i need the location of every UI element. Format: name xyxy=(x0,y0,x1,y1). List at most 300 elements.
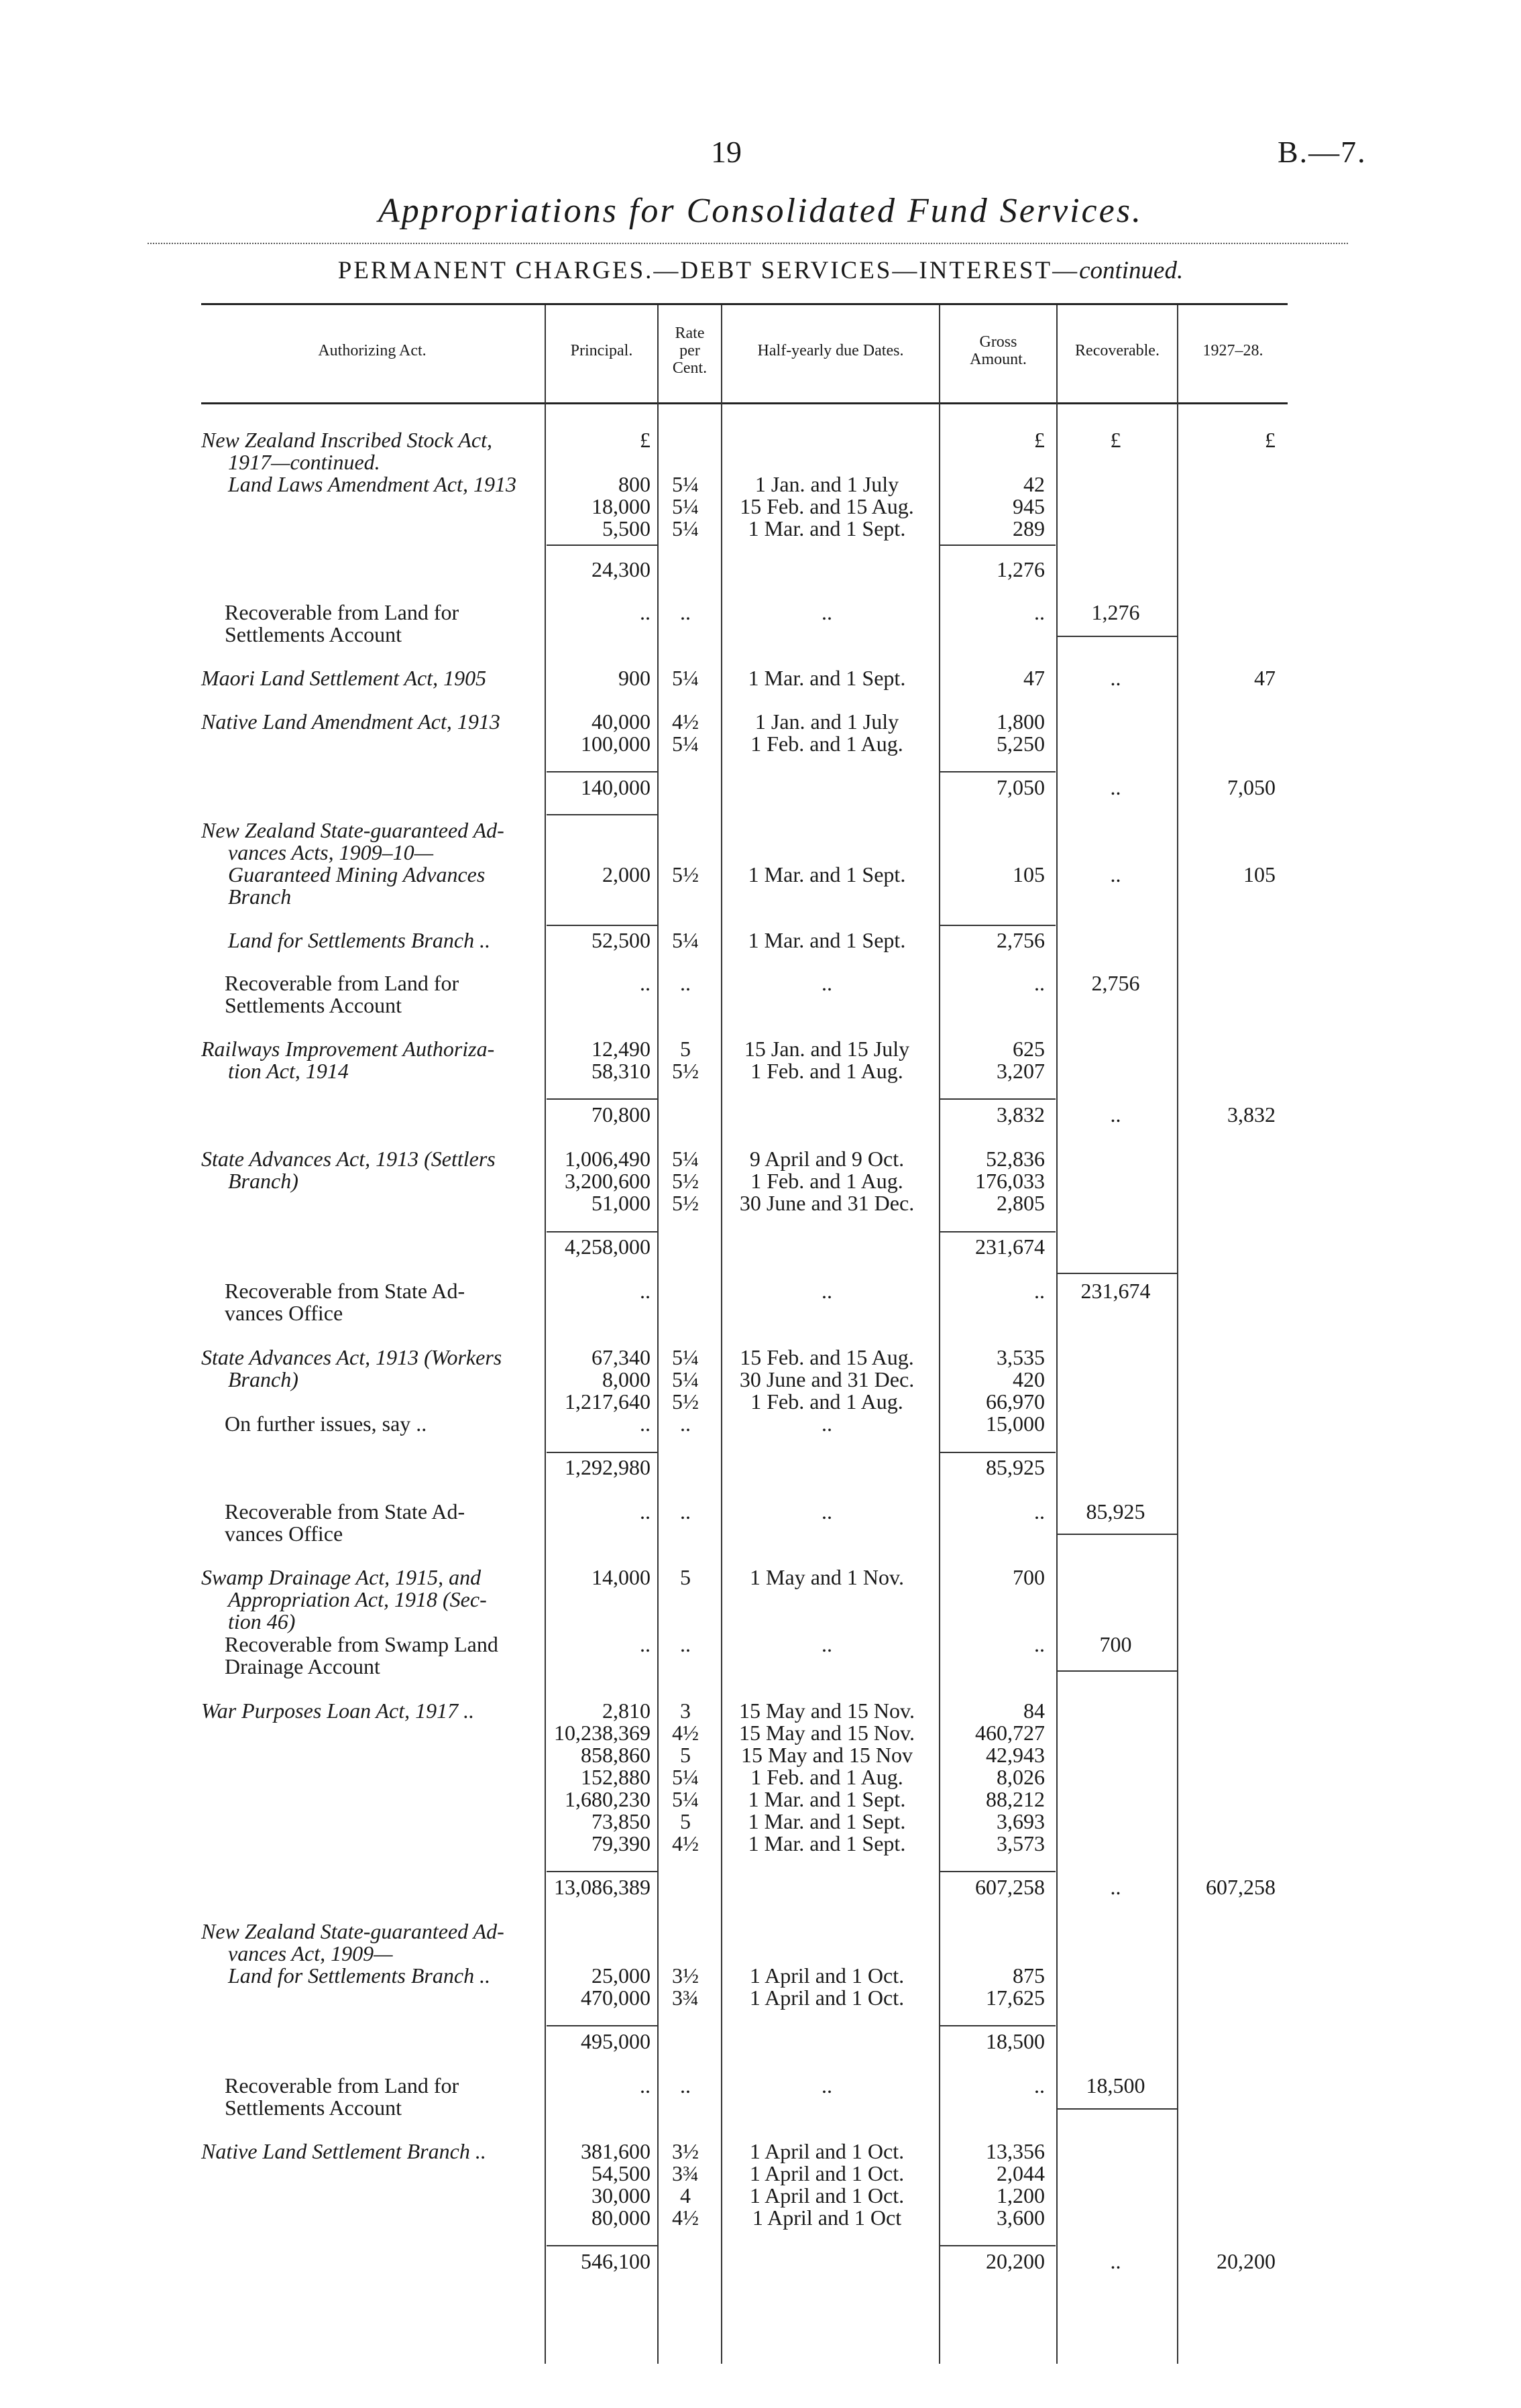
due-date-cell: .. xyxy=(822,600,832,624)
rate-cell: 5¼ xyxy=(672,516,699,540)
due-date-cell: 1 Mar. and 1 Sept. xyxy=(748,516,906,540)
act-cell: New Zealand State-guaranteed Ad- xyxy=(201,1919,504,1943)
gross-amount-cell: 420 xyxy=(1013,1367,1045,1391)
due-date-cell: 1 Mar. and 1 Sept. xyxy=(748,1809,906,1833)
principal-cell: 800 xyxy=(618,472,651,496)
table-row xyxy=(0,1833,1521,1855)
table-row xyxy=(0,473,1521,496)
table-row xyxy=(0,1236,1521,1258)
subtitle-continued: continued. xyxy=(1079,257,1184,284)
rate-cell: 3¾ xyxy=(672,1986,699,2010)
act-cell: Recoverable from State Ad- xyxy=(225,1499,465,1524)
rate-cell: 3½ xyxy=(672,2139,699,2163)
gross-amount-cell: 875 xyxy=(1013,1963,1045,1988)
principal-cell: 25,000 xyxy=(592,1963,651,1988)
year-amount-cell: 607,258 xyxy=(1206,1875,1276,1899)
table-row xyxy=(0,819,1521,842)
subtitle-main: PERMANENT CHARGES.—DEBT SERVICES—INTEREST— xyxy=(337,257,1080,284)
table-row xyxy=(0,1788,1521,1811)
due-date-cell: .. xyxy=(822,1499,832,1524)
principal-cell: 30,000 xyxy=(592,2183,651,2208)
act-cell: Recoverable from State Ad- xyxy=(225,1279,465,1303)
due-date-cell: 1 April and 1 Oct xyxy=(752,2205,902,2230)
due-date-cell: 1 Feb. and 1 Aug. xyxy=(750,732,903,756)
gross-amount-cell: £ xyxy=(1034,428,1045,452)
rate-cell: 5 xyxy=(680,1565,691,1589)
table-row xyxy=(0,1589,1521,1611)
table-row xyxy=(0,1744,1521,1766)
year-amount-cell: 3,832 xyxy=(1227,1102,1276,1127)
table-row xyxy=(0,1523,1521,1545)
header-bottom-rule xyxy=(201,402,1288,404)
gross-amount-cell: 66,970 xyxy=(986,1389,1045,1414)
gross-amount-cell: 2,756 xyxy=(997,928,1045,952)
act-cell: Recoverable from Land for xyxy=(225,2073,459,2098)
due-date-cell: 15 May and 15 Nov. xyxy=(739,1721,915,1745)
table-row xyxy=(0,1346,1521,1369)
principal-cell: .. xyxy=(640,2073,651,2098)
table-row xyxy=(0,1920,1521,1943)
due-date-cell: .. xyxy=(822,1632,832,1656)
subtotal-rule xyxy=(1058,1273,1177,1274)
rate-cell: 5¼ xyxy=(672,1147,699,1171)
principal-cell: 546,100 xyxy=(581,2249,651,2273)
act-cell: Appropriation Act, 1918 (Sec- xyxy=(228,1587,487,1611)
recoverable-cell: 700 xyxy=(1099,1632,1132,1656)
principal-cell: 2,000 xyxy=(602,862,651,886)
table-row xyxy=(0,1280,1521,1302)
table-row xyxy=(0,1965,1521,1987)
gross-amount-cell: 1,800 xyxy=(997,709,1045,734)
rate-cell: 5¼ xyxy=(672,666,699,690)
recoverable-cell: 231,674 xyxy=(1080,1279,1151,1303)
principal-cell: .. xyxy=(640,1632,651,1656)
subtotal-rule xyxy=(547,1871,657,1872)
table-row xyxy=(0,1104,1521,1126)
table-top-rule xyxy=(201,303,1288,305)
due-date-cell: 1 April and 1 Oct. xyxy=(749,2183,905,2208)
header-rate-line3: Cent. xyxy=(672,359,708,377)
table-row xyxy=(0,667,1521,689)
header-gross-line2: Amount. xyxy=(970,351,1027,368)
table-row xyxy=(0,777,1521,799)
rate-cell: 5¼ xyxy=(672,494,699,518)
rate-cell: 5¼ xyxy=(672,732,699,756)
header-gross xyxy=(940,333,1056,368)
due-date-cell: 1 Feb. and 1 Aug. xyxy=(750,1169,903,1193)
subtotal-rule xyxy=(1058,2108,1177,2110)
title-divider xyxy=(148,243,1348,244)
subtotal-rule xyxy=(940,1452,1056,1453)
act-cell: On further issues, say .. xyxy=(225,1412,427,1436)
table-row xyxy=(0,624,1521,646)
due-date-cell: 1 April and 1 Oct. xyxy=(749,2161,905,2185)
rate-cell: 5¼ xyxy=(672,1765,699,1789)
page-title: Appropriations for Consolidated Fund Services. xyxy=(378,192,1143,230)
due-date-cell: 1 Mar. and 1 Sept. xyxy=(748,928,906,952)
principal-cell: 152,880 xyxy=(581,1765,651,1789)
principal-cell: 14,000 xyxy=(592,1565,651,1589)
gross-amount-cell: 3,693 xyxy=(997,1809,1045,1833)
due-date-cell: 1 Feb. and 1 Aug. xyxy=(750,1389,903,1414)
gross-amount-cell: .. xyxy=(1034,971,1045,995)
subtotal-rule xyxy=(547,814,657,815)
due-date-cell: 1 April and 1 Oct. xyxy=(749,2139,905,2163)
due-date-cell: .. xyxy=(822,2073,832,2098)
act-cell: Settlements Account xyxy=(225,622,402,646)
subtotal-rule xyxy=(940,2245,1056,2246)
principal-cell: 2,810 xyxy=(602,1699,651,1723)
table-row xyxy=(0,842,1521,864)
header-gross-line1: Gross xyxy=(979,333,1017,351)
header-authorizing-act: Authorizing Act. xyxy=(318,342,427,359)
gross-amount-cell: 3,600 xyxy=(997,2205,1045,2230)
subtotal-rule xyxy=(940,1231,1056,1232)
due-date-cell: 1 Mar. and 1 Sept. xyxy=(748,862,906,886)
table-row xyxy=(0,1456,1521,1479)
rate-cell: 5 xyxy=(680,1037,691,1061)
table-row xyxy=(0,1413,1521,1435)
subtotal-rule xyxy=(940,544,1056,546)
gross-amount-cell: 289 xyxy=(1013,516,1045,540)
gross-amount-cell: 2,805 xyxy=(997,1191,1045,1215)
principal-cell: 1,292,980 xyxy=(565,1455,651,1479)
act-cell: Land for Settlements Branch .. xyxy=(228,928,491,952)
table-row xyxy=(0,1722,1521,1744)
recoverable-cell: .. xyxy=(1110,862,1121,886)
rate-cell: 4 xyxy=(680,2183,691,2208)
rate-cell: .. xyxy=(680,1632,691,1656)
recoverable-cell: 2,756 xyxy=(1091,971,1140,995)
principal-cell: .. xyxy=(640,1412,651,1436)
rate-cell: .. xyxy=(680,1499,691,1524)
table-row xyxy=(0,451,1521,473)
principal-cell: 52,500 xyxy=(592,928,651,952)
gross-amount-cell: 460,727 xyxy=(975,1721,1045,1745)
table-row xyxy=(0,711,1521,733)
subtotal-rule xyxy=(940,2025,1056,2026)
gross-amount-cell: 3,573 xyxy=(997,1831,1045,1855)
gross-amount-cell: 105 xyxy=(1013,862,1045,886)
due-date-cell: 15 Jan. and 15 July xyxy=(744,1037,910,1061)
due-date-cell: 15 May and 15 Nov. xyxy=(739,1699,915,1723)
subtotal-rule xyxy=(940,1098,1056,1100)
principal-cell: 51,000 xyxy=(592,1191,651,1215)
year-amount-cell: £ xyxy=(1265,428,1276,452)
gross-amount-cell: 8,026 xyxy=(997,1765,1045,1789)
act-cell: Recoverable from Swamp Land xyxy=(225,1632,498,1656)
table-row xyxy=(0,2207,1521,2229)
gross-amount-cell: 13,356 xyxy=(986,2139,1045,2163)
principal-cell: £ xyxy=(640,428,651,452)
subtotal-rule xyxy=(547,1098,657,1100)
gross-amount-cell: 625 xyxy=(1013,1037,1045,1061)
table-row xyxy=(0,2097,1521,2119)
principal-cell: 73,850 xyxy=(592,1809,651,1833)
act-cell: tion Act, 1914 xyxy=(228,1059,349,1083)
year-amount-cell: 47 xyxy=(1254,666,1276,690)
gross-amount-cell: .. xyxy=(1034,1499,1045,1524)
act-cell: State Advances Act, 1913 (Settlers xyxy=(201,1147,496,1171)
principal-cell: 4,258,000 xyxy=(565,1235,651,1259)
header-due-dates: Half-yearly due Dates. xyxy=(757,342,904,359)
principal-cell: 1,217,640 xyxy=(565,1389,651,1414)
header-rate xyxy=(659,325,721,377)
subtotal-rule xyxy=(940,1871,1056,1872)
due-date-cell: 15 May and 15 Nov xyxy=(741,1743,913,1767)
header-recoverable: Recoverable. xyxy=(1075,342,1160,359)
subtotal-rule xyxy=(1058,1670,1177,1672)
rate-cell: 5½ xyxy=(672,1059,699,1083)
table-row xyxy=(0,1943,1521,1965)
table-row xyxy=(0,1060,1521,1082)
table-row xyxy=(0,1369,1521,1391)
table-row xyxy=(0,2185,1521,2207)
subtotal-rule xyxy=(1058,636,1177,637)
table-row xyxy=(0,994,1521,1017)
principal-cell: .. xyxy=(640,971,651,995)
act-cell: State Advances Act, 1913 (Workers xyxy=(201,1345,502,1369)
rate-cell: 4½ xyxy=(672,1831,699,1855)
rate-cell: 5¼ xyxy=(672,1345,699,1369)
principal-cell: 70,800 xyxy=(592,1102,651,1127)
rate-cell: 4½ xyxy=(672,709,699,734)
table-row xyxy=(0,1170,1521,1192)
act-cell: Drainage Account xyxy=(225,1654,380,1678)
recoverable-cell: .. xyxy=(1110,1102,1121,1127)
rate-cell: 5¼ xyxy=(672,1367,699,1391)
year-amount-cell: 20,200 xyxy=(1217,2249,1276,2273)
act-cell: vances Office xyxy=(225,1522,343,1546)
gross-amount-cell: 1,276 xyxy=(997,557,1045,581)
act-cell: Branch) xyxy=(228,1169,298,1193)
table-row xyxy=(0,2075,1521,2097)
rate-cell: 5½ xyxy=(672,1191,699,1215)
due-date-cell: 1 April and 1 Oct. xyxy=(749,1963,905,1988)
subtotal-rule xyxy=(547,925,657,926)
subtotal-rule xyxy=(547,2025,657,2026)
due-date-cell: 1 April and 1 Oct. xyxy=(749,1986,905,2010)
recoverable-cell: .. xyxy=(1110,775,1121,799)
gross-amount-cell: 945 xyxy=(1013,494,1045,518)
rate-cell: 4½ xyxy=(672,2205,699,2230)
table-row xyxy=(0,1700,1521,1722)
due-date-cell: 15 Feb. and 15 Aug. xyxy=(740,1345,914,1369)
rate-cell: 3¾ xyxy=(672,2161,699,2185)
act-cell: Branch) xyxy=(228,1367,298,1391)
rate-cell: .. xyxy=(680,600,691,624)
principal-cell: 900 xyxy=(618,666,651,690)
principal-cell: 80,000 xyxy=(592,2205,651,2230)
rate-cell: 5½ xyxy=(672,862,699,886)
table-row xyxy=(0,1766,1521,1788)
principal-cell: 10,238,369 xyxy=(554,1721,651,1745)
gross-amount-cell: 17,625 xyxy=(986,1986,1045,2010)
rate-cell: .. xyxy=(680,2073,691,2098)
due-date-cell: 30 June and 31 Dec. xyxy=(739,1191,915,1215)
year-amount-cell: 7,050 xyxy=(1227,775,1276,799)
table-row xyxy=(0,929,1521,952)
document-reference: B.—7. xyxy=(1278,135,1367,169)
principal-cell: .. xyxy=(640,1279,651,1303)
gross-amount-cell: .. xyxy=(1034,2073,1045,2098)
table-row xyxy=(0,518,1521,540)
due-date-cell: .. xyxy=(822,1279,832,1303)
recoverable-cell: .. xyxy=(1110,1875,1121,1899)
act-cell: Settlements Account xyxy=(225,993,402,1017)
due-date-cell: 30 June and 31 Dec. xyxy=(739,1367,915,1391)
principal-cell: 54,500 xyxy=(592,2161,651,2185)
act-cell: Swamp Drainage Act, 1915, and xyxy=(201,1565,482,1589)
gross-amount-cell: 42,943 xyxy=(986,1743,1045,1767)
table-row xyxy=(0,429,1521,451)
recoverable-cell: .. xyxy=(1110,2249,1121,2273)
due-date-cell: .. xyxy=(822,1412,832,1436)
gross-amount-cell: 3,535 xyxy=(997,1345,1045,1369)
gross-amount-cell: 7,050 xyxy=(997,775,1045,799)
table-row xyxy=(0,601,1521,624)
table-row xyxy=(0,1148,1521,1170)
principal-cell: 67,340 xyxy=(592,1345,651,1369)
principal-cell: 58,310 xyxy=(592,1059,651,1083)
rate-cell: 5¼ xyxy=(672,1787,699,1811)
principal-cell: 24,300 xyxy=(592,557,651,581)
principal-cell: 13,086,389 xyxy=(554,1875,651,1899)
gross-amount-cell: 2,044 xyxy=(997,2161,1045,2185)
rate-cell: 3 xyxy=(680,1699,691,1723)
due-date-cell: 1 Mar. and 1 Sept. xyxy=(748,666,906,690)
due-date-cell: 1 Feb. and 1 Aug. xyxy=(750,1059,903,1083)
due-date-cell: 9 April and 9 Oct. xyxy=(749,1147,905,1171)
rate-cell: .. xyxy=(680,1412,691,1436)
due-date-cell: .. xyxy=(822,971,832,995)
header-rate-line2: per xyxy=(679,342,700,359)
table-row xyxy=(0,1302,1521,1324)
due-date-cell: 1 Mar. and 1 Sept. xyxy=(748,1831,906,1855)
rate-cell: 5¼ xyxy=(672,928,699,952)
principal-cell: 18,000 xyxy=(592,494,651,518)
gross-amount-cell: .. xyxy=(1034,600,1045,624)
rate-cell: 5¼ xyxy=(672,472,699,496)
table-row xyxy=(0,2250,1521,2273)
act-cell: Native Land Settlement Branch .. xyxy=(201,2139,486,2163)
recoverable-cell: 85,925 xyxy=(1086,1499,1145,1524)
header-rate-line1: Rate xyxy=(675,325,705,342)
act-cell: Land Laws Amendment Act, 1913 xyxy=(228,472,516,496)
table-row xyxy=(0,1876,1521,1898)
table-row xyxy=(0,1192,1521,1214)
gross-amount-cell: 15,000 xyxy=(986,1412,1045,1436)
gross-amount-cell: 42 xyxy=(1023,472,1045,496)
table-row xyxy=(0,1501,1521,1523)
principal-cell: 3,200,600 xyxy=(565,1169,651,1193)
gross-amount-cell: 607,258 xyxy=(975,1875,1045,1899)
table-row xyxy=(0,2163,1521,2185)
subtotal-rule xyxy=(940,925,1056,926)
principal-cell: 858,860 xyxy=(581,1743,651,1767)
gross-amount-cell: 700 xyxy=(1013,1565,1045,1589)
page-number: 19 xyxy=(711,135,742,169)
gross-amount-cell: 85,925 xyxy=(986,1455,1045,1479)
gross-amount-cell: 5,250 xyxy=(997,732,1045,756)
act-cell: Recoverable from Land for xyxy=(225,600,459,624)
rate-cell: 5 xyxy=(680,1809,691,1833)
act-cell: 1917—continued. xyxy=(228,450,380,474)
act-cell: New Zealand State-guaranteed Ad- xyxy=(201,818,504,842)
subtotal-rule xyxy=(940,771,1056,772)
table-row xyxy=(0,972,1521,994)
principal-cell: 140,000 xyxy=(581,775,651,799)
act-cell: Native Land Amendment Act, 1913 xyxy=(201,709,500,734)
act-cell: Recoverable from Land for xyxy=(225,971,459,995)
rate-cell: 5 xyxy=(680,1743,691,1767)
recoverable-cell: £ xyxy=(1110,428,1121,452)
act-cell: Maori Land Settlement Act, 1905 xyxy=(201,666,487,690)
table-row xyxy=(0,864,1521,886)
header-year: 1927–28. xyxy=(1202,342,1263,359)
principal-cell: 470,000 xyxy=(581,1986,651,2010)
act-cell: tion 46) xyxy=(228,1609,296,1633)
act-cell: Guaranteed Mining Advances xyxy=(228,862,486,886)
subtotal-rule xyxy=(547,544,657,546)
table-row xyxy=(0,1633,1521,1656)
subtotal-rule xyxy=(547,1452,657,1453)
table-row xyxy=(0,2030,1521,2053)
due-date-cell: 1 Mar. and 1 Sept. xyxy=(748,1787,906,1811)
act-cell: Branch xyxy=(228,884,292,909)
due-date-cell: 1 May and 1 Nov. xyxy=(750,1565,904,1589)
gross-amount-cell: 47 xyxy=(1023,666,1045,690)
principal-cell: 381,600 xyxy=(581,2139,651,2163)
subtotal-rule xyxy=(547,1231,657,1232)
table-row xyxy=(0,1987,1521,2009)
subtotal-rule xyxy=(547,2245,657,2246)
rate-cell: .. xyxy=(680,971,691,995)
year-amount-cell: 105 xyxy=(1243,862,1276,886)
act-cell: War Purposes Loan Act, 1917 .. xyxy=(201,1699,475,1723)
recoverable-cell: .. xyxy=(1110,666,1121,690)
principal-cell: 1,680,230 xyxy=(565,1787,651,1811)
gross-amount-cell: 3,207 xyxy=(997,1059,1045,1083)
table-row xyxy=(0,2140,1521,2163)
principal-cell: 1,006,490 xyxy=(565,1147,651,1171)
gross-amount-cell: 176,033 xyxy=(975,1169,1045,1193)
act-cell: Land for Settlements Branch .. xyxy=(228,1963,491,1988)
table-row xyxy=(0,1656,1521,1678)
act-cell: vances Office xyxy=(225,1301,343,1325)
gross-amount-cell: 3,832 xyxy=(997,1102,1045,1127)
table-row xyxy=(0,1038,1521,1060)
rate-cell: 5½ xyxy=(672,1389,699,1414)
principal-cell: .. xyxy=(640,600,651,624)
header-principal: Principal. xyxy=(570,342,633,359)
principal-cell: 100,000 xyxy=(581,732,651,756)
principal-cell: 495,000 xyxy=(581,2029,651,2053)
subtotal-rule xyxy=(1058,1534,1177,1535)
table-row xyxy=(0,1566,1521,1589)
gross-amount-cell: 20,200 xyxy=(986,2249,1045,2273)
due-date-cell: 15 Feb. and 15 Aug. xyxy=(740,494,914,518)
subtotal-rule xyxy=(547,771,657,772)
rate-cell: 5½ xyxy=(672,1169,699,1193)
act-cell: vances Acts, 1909–10— xyxy=(228,840,434,864)
gross-amount-cell: .. xyxy=(1034,1279,1045,1303)
principal-cell: 79,390 xyxy=(592,1831,651,1855)
rate-cell: 4½ xyxy=(672,1721,699,1745)
act-cell: Settlements Account xyxy=(225,2096,402,2120)
table-row xyxy=(0,1391,1521,1413)
table-row xyxy=(0,496,1521,518)
